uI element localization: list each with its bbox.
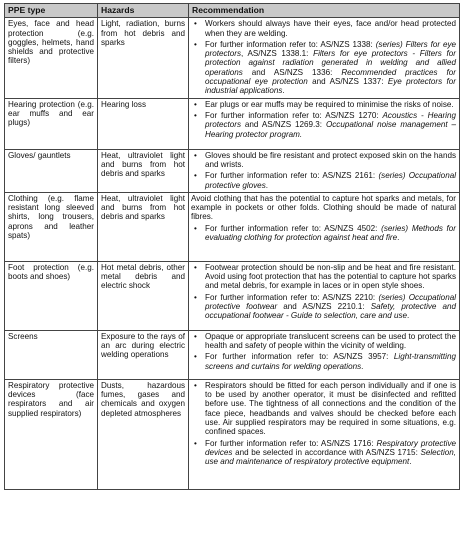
list-item	[191, 439, 456, 467]
recommendation-text: Opaque or appropriate translucent screens can be used to protect the health and safety of people within the vicinity of welding.	[205, 331, 456, 351]
standard-title: Selection, use and maintenance of respiratory protective equipment	[205, 447, 456, 467]
cell-hazards: Heat, ultraviolet light and burns from hot debris and sparks	[98, 192, 189, 261]
table-body	[5, 18, 460, 490]
table-row	[5, 18, 460, 98]
recommendation-text: .	[361, 361, 364, 371]
recommendation-text: .	[397, 233, 400, 243]
recommendation-text: .	[407, 311, 410, 321]
standard-title: Respiratory protective devices	[205, 438, 456, 457]
header-recommendation: Recommendation	[189, 4, 460, 18]
recommendation-text: and AS/NZS 1269.3:	[241, 120, 326, 130]
standard-title: Occupational noise management – Hearing protector program.	[205, 120, 456, 139]
recommendation-text: Footwear protection should be non-slip and be heat and fire resistant. Avoid using foot protection that has the potential to capture hot sparks and metal debris, for example in laces or in open style shoes.	[205, 262, 456, 291]
ppe-table-container	[4, 3, 459, 490]
table-row	[5, 192, 460, 261]
list-item	[191, 100, 456, 109]
table-header-row	[5, 4, 460, 18]
recommendation-list	[191, 151, 456, 190]
list-item	[191, 332, 456, 351]
list-item	[191, 151, 456, 170]
cell-recommendation	[189, 261, 460, 330]
recommendation-text: and AS/NZS 2210.1:	[277, 302, 371, 312]
list-item	[191, 19, 456, 38]
cell-ppe-type: Gloves/ gauntlets	[5, 149, 98, 192]
cell-recommendation	[189, 149, 460, 192]
standard-title: (series) Filters for eye protectors	[205, 39, 456, 59]
recommendation-text: and AS/NZS 1336:	[242, 67, 342, 77]
recommendation-text: For further information refer to: AS/NZS 2161:	[205, 171, 379, 181]
recommendation-text: Respirators should be fitted for each person individually and if one is to be used by another operator, it must be disinfected and refitted before use. The tightness of all connections and the condition of the face piece, headbands and valves should be checked before each use. Air supplied respirators may be required in some situations, e.g. confined spaces.	[205, 380, 456, 437]
recommendation-text: Gloves should be fire resistant and protect exposed skin on the hands and wrists.	[205, 150, 456, 169]
standard-title: (series) Occupational protective gloves	[205, 171, 456, 190]
cell-ppe-type: Foot protection (e.g. boots and shoes)	[5, 261, 98, 330]
standard-title: Light-transmitting screens and curtains for welding operations	[205, 352, 456, 371]
recommendation-text: For further information refer to: AS/NZS 3957:	[205, 352, 394, 362]
recommendation-text: .	[265, 180, 268, 190]
cell-hazards: Light, radiation, burns from hot debris and sparks	[98, 18, 189, 98]
cell-hazards: Heat, ultraviolet light and burns from hot debris and sparks	[98, 149, 189, 192]
list-item	[191, 293, 456, 321]
cell-hazards: Exposure to the rays of an arc during electric welding operations	[98, 330, 189, 379]
standard-title: Recommended practices for occupational eye protection	[205, 67, 457, 87]
list-item	[191, 224, 456, 243]
cell-hazards: Hearing loss	[98, 98, 189, 149]
list-item	[191, 111, 456, 139]
recommendation-text: For further information refer to: AS/NZS 1270:	[205, 110, 383, 120]
recommendation-list	[191, 381, 456, 467]
standard-title: (series) Methods for evaluating clothing for protection against heat and fire	[205, 223, 457, 243]
table-row	[5, 149, 460, 192]
table-row	[5, 330, 460, 379]
standard-title: Acoustics - Hearing protectors	[205, 110, 456, 130]
header-hazards: Hazards	[98, 4, 189, 18]
ppe-table	[4, 3, 460, 490]
cell-ppe-type: Respiratory protective devices (face respirators and air supplied respirators)	[5, 379, 98, 489]
recommendation-text: For further information refer to: AS/NZS 2210:	[205, 292, 379, 302]
list-item	[191, 352, 456, 371]
cell-ppe-type: Screens	[5, 330, 98, 379]
list-item	[191, 381, 456, 437]
list-item	[191, 40, 456, 96]
standard-title: (series) Occupational protective footwear	[205, 292, 456, 312]
recommendation-text: For further information refer to: AS/NZS 4502:	[205, 223, 382, 233]
header-ppe-type: PPE type	[5, 4, 98, 18]
standard-title: Filters for eye protectors - Filters for protection against radiation generated in welding and allied operations	[205, 49, 456, 77]
recommendation-list	[191, 332, 456, 371]
cell-ppe-type: Hearing protection (e.g. ear muffs and ear plugs)	[5, 98, 98, 149]
recommendation-text: , AS/NZS 1338.1:	[241, 49, 314, 59]
cell-recommendation	[189, 379, 460, 489]
recommendation-text: For further information refer to: AS/NZS 1338:	[205, 39, 376, 49]
cell-recommendation	[189, 98, 460, 149]
cell-recommendation	[189, 330, 460, 379]
list-item	[191, 263, 456, 291]
table-row	[5, 261, 460, 330]
standard-title: Safety, protective and occupational footwear - Guide to selection, care and use	[205, 302, 456, 321]
recommendation-text: and be selected in accordance with AS/NZS 1715:	[232, 447, 421, 457]
recommendation-text: Workers should always have their eyes, face and/or head protected when they are welding.	[205, 19, 456, 38]
recommendation-text: .	[409, 457, 412, 467]
cell-hazards: Dusts, hazardous fumes, gases and chemicals and oxygen depleted atmospheres	[98, 379, 189, 489]
recommendation-list	[191, 100, 456, 139]
recommendation-list	[191, 224, 456, 243]
cell-ppe-type: Clothing (e.g. flame resistant long sleeved shirts, long trousers, aprons and leather spats)	[5, 192, 98, 261]
recommendation-list	[191, 19, 456, 95]
list-item	[191, 171, 456, 190]
cell-recommendation	[189, 192, 460, 261]
table-row	[5, 379, 460, 489]
standard-title: Eye protectors for industrial applications	[205, 77, 456, 96]
cell-ppe-type: Eyes, face and head protection (e.g. goggles, helmets, hand shields and protective filters)	[5, 18, 98, 98]
recommendation-text: .	[282, 86, 285, 96]
recommendation-text: Ear plugs or ear muffs may be required to minimise the risks of noise.	[205, 99, 454, 109]
cell-recommendation	[189, 18, 460, 98]
recommendation-text: For further information refer to: AS/NZS 1716:	[205, 438, 377, 448]
recommendation-text: and AS/NZS 1337:	[307, 77, 388, 87]
recommendation-intro: Avoid clothing that has the potential to capture hot sparks and metals, for example in pockets or other folds. Clothing should be made of natural fibres.	[191, 193, 456, 222]
table-row	[5, 98, 460, 149]
recommendation-list	[191, 263, 456, 321]
cell-hazards: Hot metal debris, other metal debris and electric shock	[98, 261, 189, 330]
